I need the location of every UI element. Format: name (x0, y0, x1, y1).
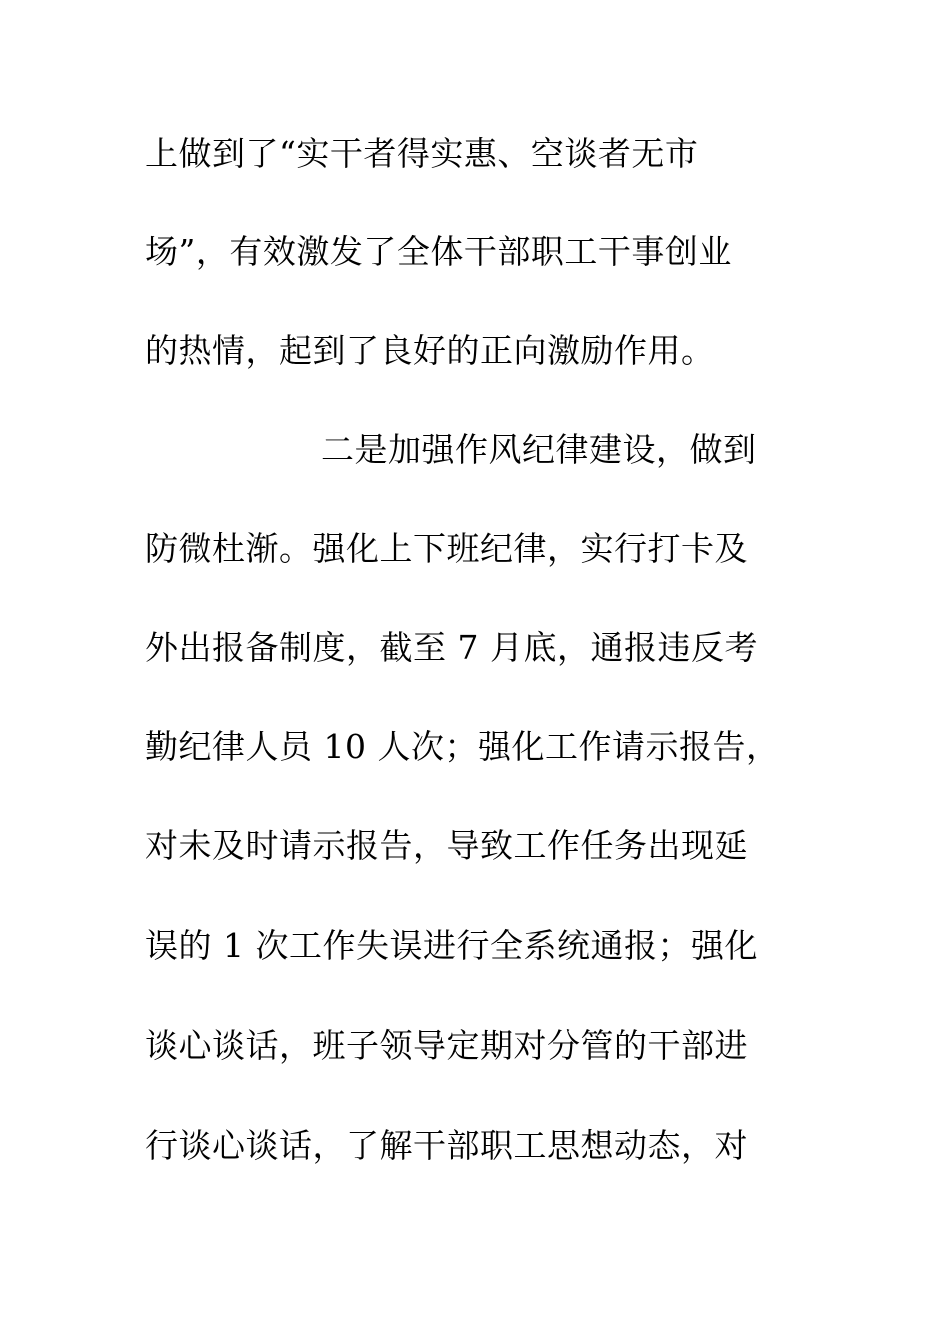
text-line: 的热情，起到了良好的正向激励作用。 (145, 331, 715, 370)
text-line: 勤纪律人员 10 人次；强化工作请示报告， (145, 727, 780, 766)
text-line: 上做到了“实干者得实惠、空谈者无市 (145, 134, 699, 173)
text-line: 行谈心谈话，了解干部职工思想动态，对 (145, 1126, 748, 1165)
text-line: 防微杜渐。强化上下班纪律，实行打卡及 (145, 529, 748, 568)
text-line: 场”，有效激发了全体干部职工干事创业 (145, 232, 732, 271)
text-line: 对未及时请示报告，导致工作任务出现延 (145, 826, 748, 865)
text-line: 误的 1 次工作失误进行全系统通报；强化 (145, 926, 758, 965)
paragraph-start-line: 二是加强作风纪律建设，做到 (321, 430, 757, 469)
text-line: 外出报备制度，截至 7 月底，通报违反考 (145, 628, 758, 667)
text-line: 谈心谈话，班子领导定期对分管的干部进 (145, 1026, 748, 1065)
